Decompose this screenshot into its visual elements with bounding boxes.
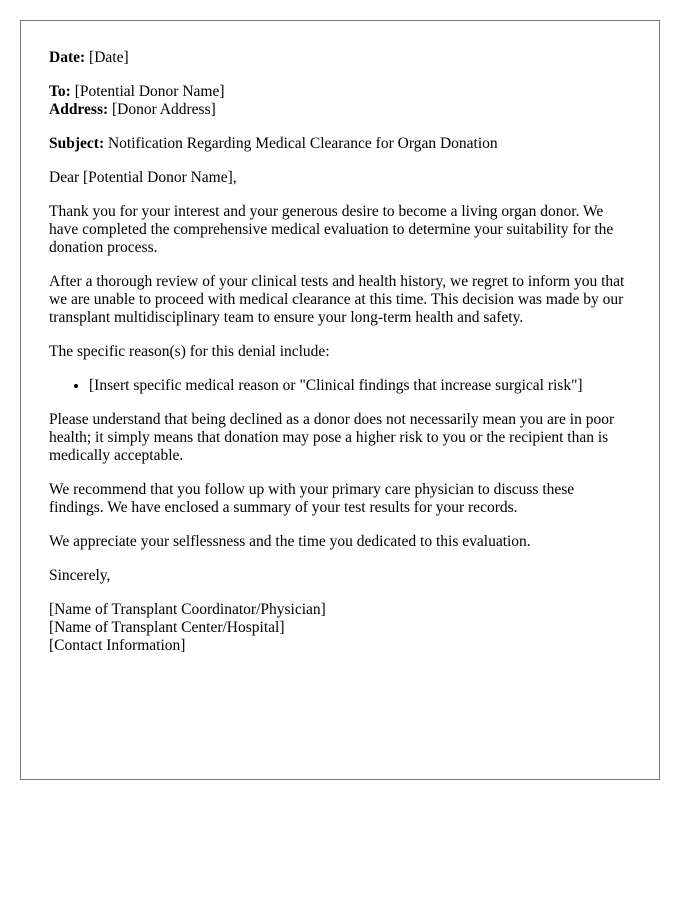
to-line: [49, 83, 631, 101]
subject-label: Subject:: [49, 135, 105, 152]
date-line: [49, 49, 631, 67]
subject-line: [49, 135, 631, 153]
body-paragraph: We appreciate your selflessness and the time you dedicated to this evaluation.: [49, 533, 531, 550]
date-value: [Date]: [89, 49, 129, 66]
letter-container: [20, 20, 660, 780]
body-paragraph: We recommend that you follow up with your primary care physician to discuss these findings. We have enclosed a summary of your test results for your records.: [49, 481, 575, 516]
body-paragraph: The specific reason(s) for this denial include:: [49, 343, 330, 360]
subject-value: Notification Regarding Medical Clearance for Organ Donation: [107, 135, 498, 152]
address-label: Address:: [49, 101, 109, 118]
signature-block: [49, 601, 631, 655]
address-line: [49, 101, 631, 119]
date-label: Date:: [49, 49, 86, 66]
reason-item: • [Insert specific medical reason or "Clinical findings that increase surgical risk"]: [89, 377, 631, 395]
signature-name: [Name of Transplant Coordinator/Physician]: [49, 601, 326, 618]
body-paragraph: After a thorough review of your clinical tests and health history, we regret to inform you that we are unable to proceed with medical clearance at this time. This decision was made by our transplant multidisciplinary team to ensure your long-term health and safety.: [49, 273, 625, 326]
body-paragraph: Please understand that being declined as a donor does not necessarily mean you are in poor health; it simply means that donation may pose a higher risk to you or the recipient than is medically acceptable.: [49, 411, 615, 464]
salutation: Dear [Potential Donor Name],: [49, 169, 237, 186]
recipient-block: [49, 83, 631, 119]
reasons-list: [49, 377, 631, 395]
to-value: [Potential Donor Name]: [74, 83, 225, 100]
signature-contact: [Contact Information]: [49, 637, 186, 654]
closing: Sincerely,: [49, 567, 111, 584]
body-paragraph: Thank you for your interest and your generous desire to become a living organ donor. We have completed the comprehensive medical evaluation to determine your suitability for the donation process.: [49, 203, 614, 256]
to-label: To:: [49, 83, 71, 100]
address-value: [Donor Address]: [112, 101, 216, 118]
signature-center: [Name of Transplant Center/Hospital]: [49, 619, 285, 636]
